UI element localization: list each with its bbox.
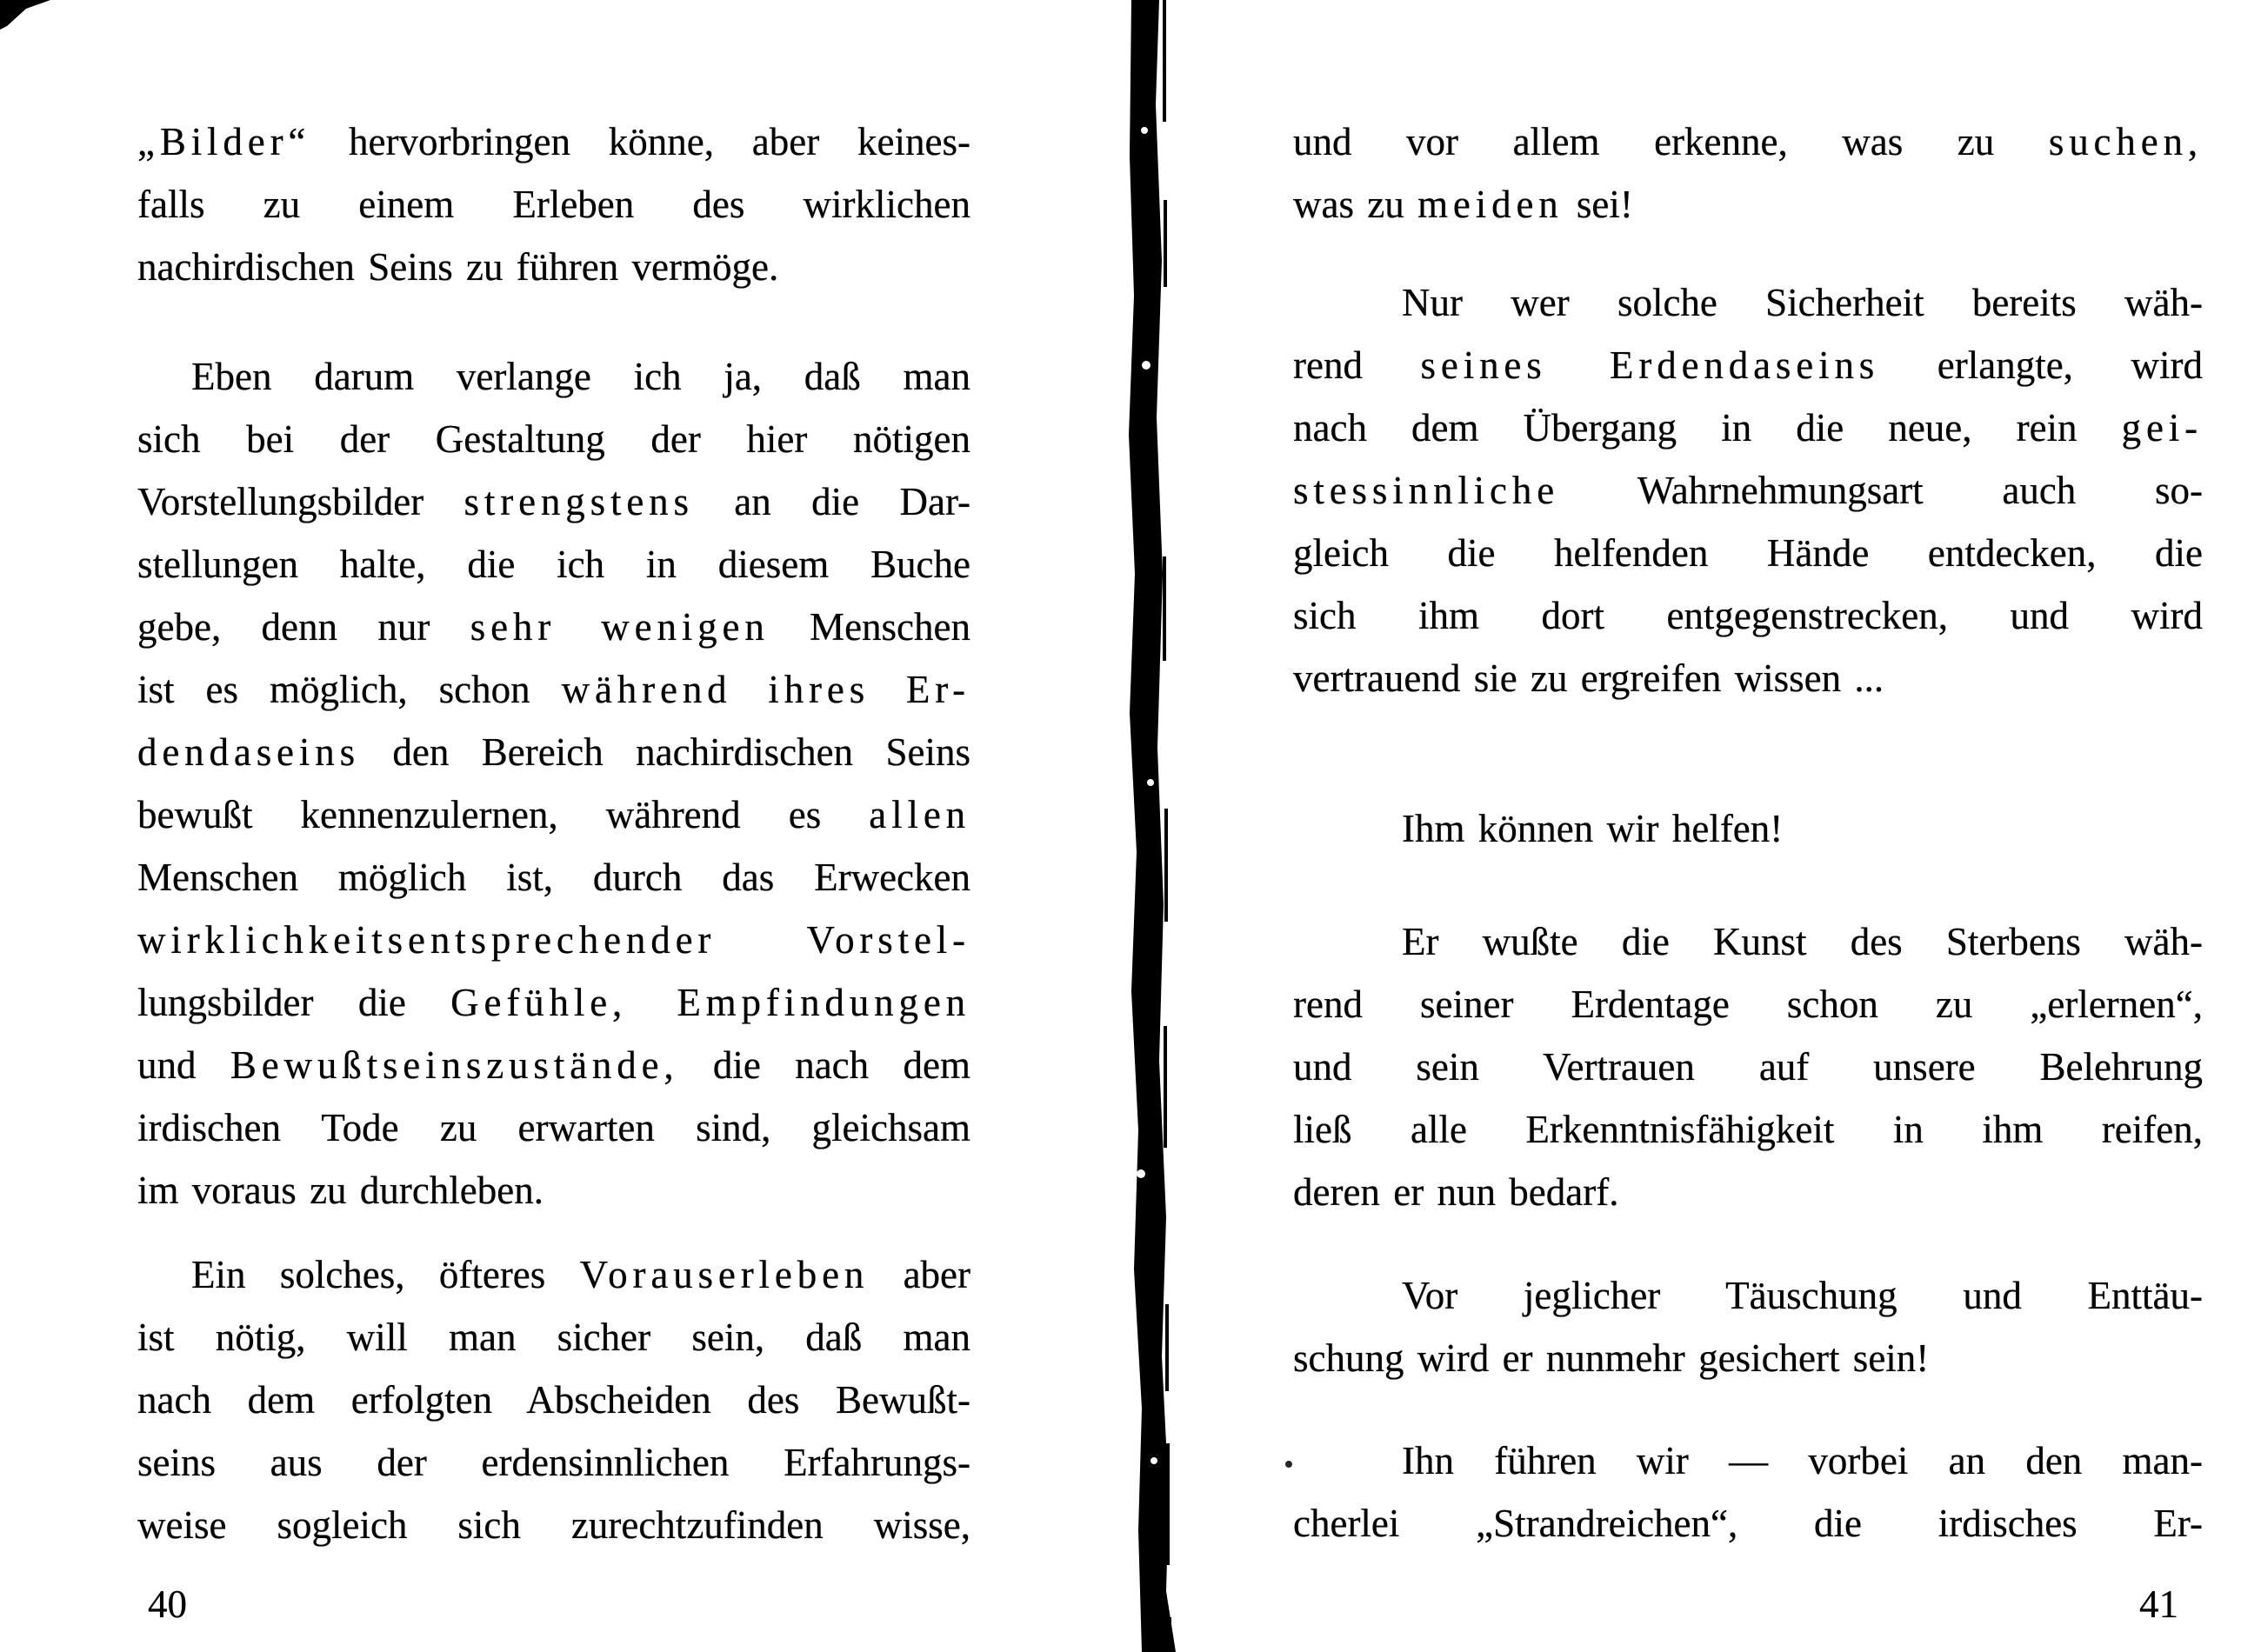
letterspaced-emphasis: suchen,	[2048, 120, 2203, 163]
text-line	[137, 1159, 970, 1222]
text-line	[137, 173, 970, 236]
text-segment: falls zu einem Erleben des wirklichen	[137, 183, 970, 226]
text-segment: Vor jeglicher Täuschung und Enttäu-	[1402, 1274, 2203, 1317]
text-line	[1293, 1036, 2203, 1098]
text-segment: seins aus der erdensinnlichen Erfahrungs-	[137, 1441, 970, 1484]
text-segment: schung wird er nunmehr gesichert sein!	[1293, 1336, 1930, 1380]
text-line	[137, 846, 970, 909]
letterspaced-emphasis: gei-	[2121, 406, 2203, 450]
page-number-right: 41	[2139, 1582, 2178, 1626]
binding-crease-line	[1164, 0, 1170, 1652]
letterspaced-emphasis: meiden	[1417, 183, 1564, 226]
text-line	[137, 971, 970, 1034]
letterspaced-emphasis: Bewußtseinszustände,	[230, 1043, 679, 1087]
text-segment: den Bereich nachirdischen Seins	[359, 730, 970, 774]
text-segment: Er wußte die Kunst des Sterbens wäh-	[1402, 920, 2203, 963]
text-segment: aber	[869, 1253, 970, 1296]
text-line	[1293, 522, 2203, 584]
text-line	[137, 1306, 970, 1369]
text-segment: Ihn führen wir — vorbei an den man-	[1402, 1439, 2203, 1482]
text-segment: nach dem erfolgten Abscheiden des Bewußt-	[137, 1378, 970, 1422]
text-segment: die nach dem	[678, 1043, 970, 1087]
text-segment: an die Dar-	[693, 480, 970, 523]
text-segment: Vorstellungsbilder	[137, 480, 464, 523]
text-line	[137, 236, 970, 298]
text-line	[137, 1034, 970, 1096]
page-left-text-column	[137, 110, 970, 1556]
text-segment: nachirdischen Seins zu führen vermöge.	[137, 245, 779, 289]
text-segment: Nur wer solche Sicherheit bereits wäh-	[1402, 281, 2203, 324]
text-segment: weise sogleich sich zurechtzufinden wisse,	[137, 1503, 970, 1547]
text-line	[1293, 334, 2203, 396]
text-line	[137, 470, 970, 533]
text-line	[137, 1431, 970, 1494]
text-segment: gleich die helfenden Hände entdecken, die	[1293, 531, 2203, 575]
text-line	[1293, 271, 2203, 334]
letterspaced-emphasis: allen	[869, 793, 970, 836]
text-line	[1293, 1161, 2203, 1223]
text-segment: und	[137, 1043, 230, 1087]
text-segment: cherlei „Strandreichen“, die irdisches Er-	[1293, 1502, 2203, 1545]
page-right-text-column	[1293, 110, 2203, 1555]
text-segment: gebe, denn nur	[137, 605, 470, 649]
text-line	[1293, 973, 2203, 1036]
binding-gutter-band	[1129, 0, 1176, 1652]
text-line	[1293, 110, 2203, 173]
text-line	[137, 658, 970, 721]
text-line	[137, 533, 970, 596]
text-segment: hervorbringen könne, aber keines-	[310, 120, 970, 163]
text-segment: sei!	[1563, 183, 1633, 226]
letterspaced-emphasis: stessinnliche	[1293, 469, 1560, 512]
text-segment: sich ihm dort entgegenstrecken, und wird	[1293, 594, 2203, 637]
text-segment: Menschen möglich ist, durch das Erwecken	[137, 856, 970, 899]
text-segment: rend seiner Erdentage schon zu „erlernen“,	[1293, 983, 2203, 1026]
text-segment: rend	[1293, 343, 1421, 387]
ink-speck	[1285, 1461, 1292, 1468]
paragraph	[137, 1243, 970, 1556]
text-segment: stellungen halte, die ich in diesem Buche	[137, 543, 970, 586]
text-segment: und vor allem erkenne, was zu	[1293, 120, 2049, 163]
binding-band-speckles	[1137, 127, 1157, 1464]
text-segment: Eben darum verlange ich ja, daß man	[191, 355, 970, 398]
text-segment: irdischen Tode zu erwarten sind, gleichsam	[137, 1106, 970, 1149]
text-segment: vertrauend sie zu ergreifen wissen ...	[1293, 656, 1884, 700]
letterspaced-emphasis: Gefühle, Empfindungen	[450, 981, 970, 1024]
text-segment: ist es möglich, schon	[137, 668, 562, 711]
text-line	[137, 408, 970, 470]
text-line	[137, 1243, 970, 1306]
letterspaced-emphasis: strengstens	[464, 480, 694, 523]
text-segment: Ihm können wir helfen!	[1402, 807, 1784, 850]
text-segment: ließ alle Erkenntnisfähigkeit in ihm reifen,	[1293, 1108, 2203, 1151]
text-line	[137, 721, 970, 783]
paragraph	[1293, 271, 2203, 709]
text-segment: erlangte, wird	[1879, 343, 2203, 387]
paragraph	[1293, 110, 2203, 236]
page-number-left: 40	[148, 1582, 187, 1626]
text-segment: Wahrnehmungsart auch so-	[1559, 469, 2203, 512]
text-segment: und sein Vertrauen auf unsere Belehrung	[1293, 1045, 2203, 1089]
letterspaced-emphasis: „Bilder“	[137, 120, 311, 163]
text-line	[1293, 396, 2203, 459]
text-segment: ist nötig, will man sicher sein, daß man	[137, 1316, 970, 1359]
text-line	[1293, 584, 2203, 647]
text-segment: deren er nun bedarf.	[1293, 1170, 1619, 1214]
letterspaced-emphasis: wirklichkeitsentsprechender Vorstel-	[137, 918, 970, 962]
text-line	[137, 596, 970, 658]
paragraph	[137, 110, 970, 298]
text-line	[1293, 1327, 2203, 1389]
letterspaced-emphasis: sehr wenigen	[470, 605, 770, 649]
corner-smudge-top-left	[0, 0, 50, 30]
paragraph	[1293, 910, 2203, 1223]
text-line	[137, 1369, 970, 1431]
letterspaced-emphasis: während ihres Er-	[561, 668, 970, 711]
letterspaced-emphasis: Vorauserleben	[579, 1253, 870, 1296]
text-line	[137, 909, 970, 971]
text-segment: lungsbilder die	[137, 981, 451, 1024]
letterspaced-emphasis: seines Erdendaseins	[1420, 343, 1880, 387]
text-line	[137, 783, 970, 846]
letterspaced-emphasis: dendaseins	[137, 730, 360, 774]
text-line	[1293, 1429, 2203, 1492]
paragraph	[1293, 1429, 2203, 1555]
text-line	[1293, 1492, 2203, 1555]
text-segment: im voraus zu durchleben.	[137, 1169, 544, 1212]
text-line	[137, 1494, 970, 1556]
text-line	[1293, 910, 2203, 973]
text-line	[1293, 459, 2203, 522]
text-line	[1293, 1264, 2203, 1327]
text-line	[1293, 173, 2203, 236]
text-segment: nach dem Übergang in die neue, rein	[1293, 406, 2122, 450]
text-line	[137, 345, 970, 408]
text-line	[1293, 1098, 2203, 1161]
text-line	[137, 1096, 970, 1159]
text-line	[137, 110, 970, 173]
text-line	[1293, 647, 2203, 709]
paragraph	[1293, 797, 2203, 860]
text-line	[1293, 797, 2203, 860]
paragraph	[1293, 1264, 2203, 1389]
text-segment: sich bei der Gestaltung der hier nötigen	[137, 417, 970, 461]
text-segment: Menschen	[769, 605, 970, 649]
paragraph	[137, 345, 970, 1222]
text-segment: Ein solches, öfteres	[191, 1253, 580, 1296]
text-segment: bewußt kennenzulernen, während es	[137, 793, 870, 836]
text-segment: was zu	[1293, 183, 1418, 226]
